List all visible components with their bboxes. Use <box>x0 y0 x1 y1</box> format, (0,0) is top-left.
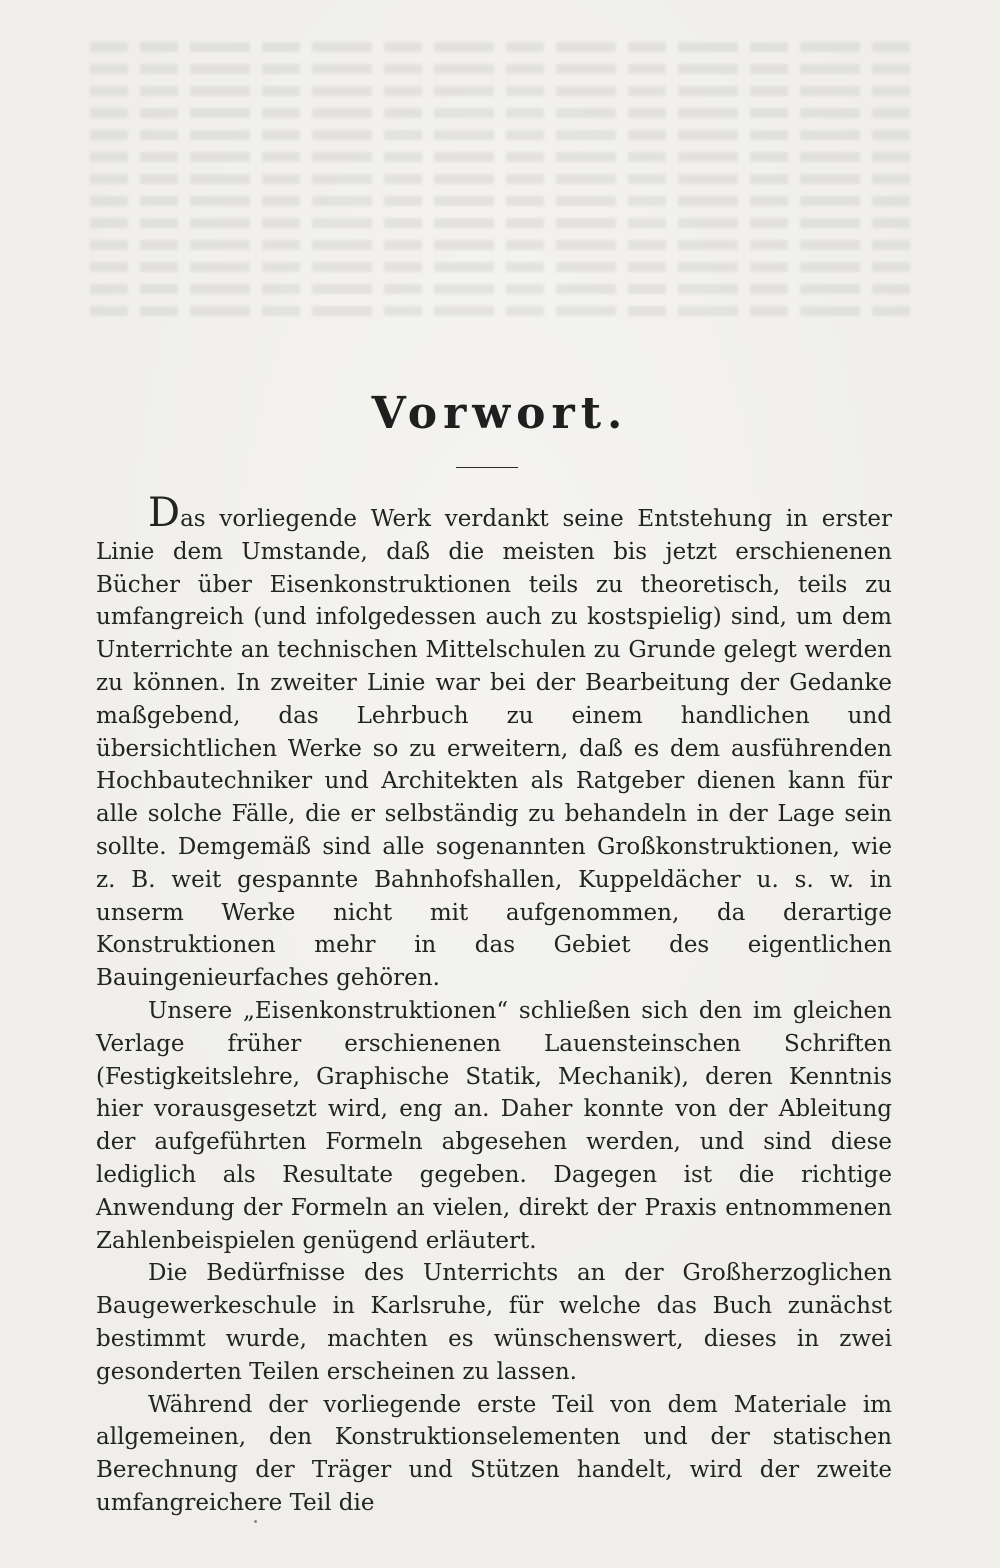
paper-speck <box>254 1520 257 1523</box>
heading-rule <box>456 467 518 468</box>
page-heading: Vorwort. <box>371 388 629 439</box>
paragraph: Das vorliegende Werk verdankt seine Entstehung in erster Linie dem Umstande, daß die meisten bis jetzt erschienenen Bücher über Eisenkonstruktionen teils zu theoretisch, teils zu umfangreich (und infolgedessen auch zu kostspielig) sind, um dem Unterrichte an technischen Mittelschulen zu Grunde gelegt werden zu können. In zweiter Linie war bei der Bearbeitung der Gedanke maßgebend, das Lehrbuch zu einem handlichen und übersichtlichen Werke so zu erweitern, daß es dem ausführenden Hochbautechniker und Architekten als Ratgeber dienen kann für alle solche Fälle, die er selbständig zu behandeln in der Lage sein sollte. Demgemäß sind alle sogenannten Großkonstruktionen, wie z. B. weit gespannte Bahnhofshallen, Kuppeldächer u. s. w. in unserm Werke nicht mit aufgenommen, da derartige Konstruktionen mehr in das Gebiet des eigentlichen Bauingenieurfaches gehören. <box>96 490 892 992</box>
body-text <box>96 490 892 1520</box>
paragraph: Unsere „Eisenkonstruktionen“ schließen sich den im gleichen Verlage früher erschienenen Lauensteinschen Schriften (Festigkeitslehre, Graphische Statik, Mechanik), deren Kenntnis hier vorausgesetzt wird, eng an. Daher konnte von der Ableitung der aufgeführten Formeln abgesehen werden, und sind diese lediglich als Resultate gegeben. Dagegen ist die richtige Anwendung der Formeln an vielen, direkt der Praxis entnommenen Zahlenbeispielen genügend erläutert. <box>96 997 892 1254</box>
paragraph: Während der vorliegende erste Teil von dem Materiale im allgemeinen, den Konstruktionselementen und der statischen Berechnung der Träger und Stützen handelt, wird der zweite umfangreichere Teil die <box>96 1391 892 1516</box>
paragraph: Die Bedürfnisse des Unterrichts an der Großherzoglichen Baugewerkeschule in Karlsruhe, für welche das Buch zunächst bestimmt wurde, machten es wünschenswert, dieses in zwei gesonderten Teilen erscheinen zu lassen. <box>96 1260 892 1385</box>
